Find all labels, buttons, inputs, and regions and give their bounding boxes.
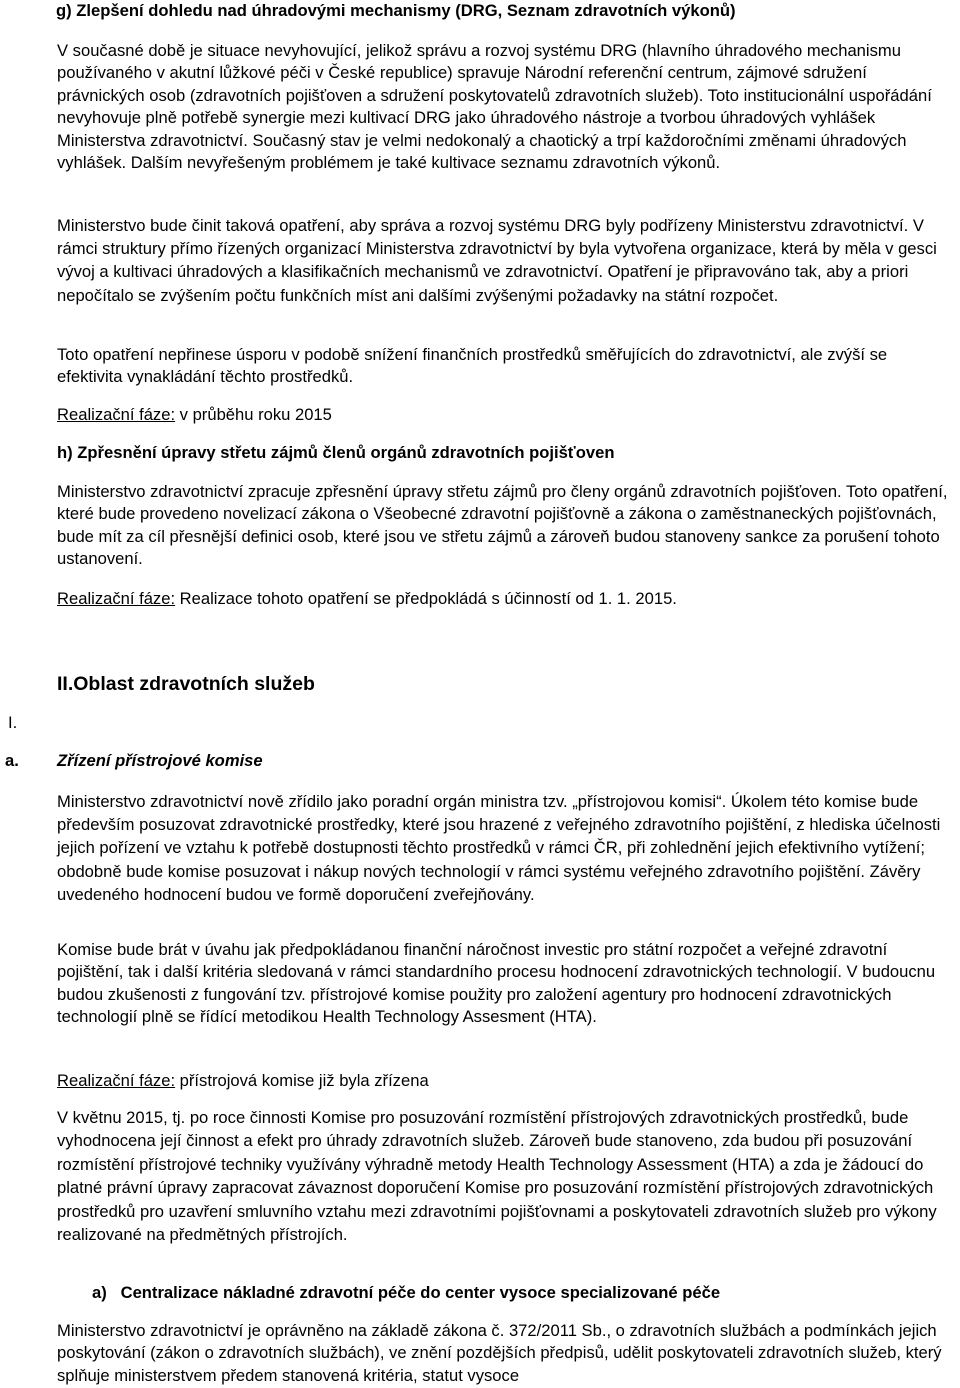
section-g-paragraph-1 [57,40,957,174]
commission-phase-label: Realizační fáze: [57,1071,176,1090]
section-g-paragraph-2a: Ministerstvo bude činit taková opatření, aby správa a rozvoj systému DRG byly podřízeny Ministerstvu zdravotnictví. [57,216,909,235]
subsection-heading: Zřízení přístrojové komise [57,751,263,770]
commission-paragraph-3: V květnu 2015, tj. po roce činnosti Komise pro posuzování rozmístění přístrojových zdravotnických prostředků, bude vyhodnocena její činnost a efekt pro úhrady zdravotních služeb. Zároveň bude stanoveno, zda budou při posuzování rozmístění přístrojové techniky využívány výhradně metody Health Technology Assessment (HTA) a zda je žádoucí do platné právní úpravy zapracovat závaznost doporučení Komise pro posuzování rozmístění přístrojových zdravotnických prostředků pro uzavření smluvního vztahu mezi zdravotními pojišťovnami a poskytovateli zdravotních služeb pro výkony realizované na předmětných přístrojích. [57,1108,937,1245]
section-h-heading: h) Zpřesnění úpravy střetu zájmů členů orgánů zdravotních pojišťoven [57,443,615,462]
section-g-paragraph-2b: V rámci struktury přímo řízených organizací Ministerstva zdravotnictví by byla vytvořena organizace, která by měla v gesci vývoj a kultivaci úhradových a klasifikačních mechanismů ve zdravotnictví. Opatření je připravováno tak, aby a priori nepočítalo se zvýšením počtu funkčních míst ani dalšími zvýšenými požadavky na státní rozpočet. [57,216,937,305]
section-h-phase-label: Realizační fáze: [57,589,176,608]
section-h-phase [57,588,957,610]
roman-numeral-marker: I. [8,713,18,732]
subsection-marker: a. [5,751,19,770]
section-g-heading: g) Zlepšení dohledu nad úhradovými mechanismy (DRG, Seznam zdravotních výkonů) [56,1,736,20]
centralization-heading: a) Centralizace nákladné zdravotní péče do center vysoce specializované péče [92,1283,721,1302]
section-g-phase-label: Realizační fáze: [57,405,176,424]
commission-phase-value: přístrojová komise již byla zřízena [175,1071,429,1090]
section-g-phase-value: v průběhu roku 2015 [175,405,332,424]
section-g-paragraph-1a: V současné době je situace nevyhovující, jelikož správu a rozvoj systému DRG (hlavního úhradového mechanismu používaného v akutní lůžkové péči v České republice) spravuje Národní referenční centrum, zájmové sdružení právnických osob (zdravotních pojišťoven a sdružení poskytovatelů zdravotních služeb). [57,41,901,105]
commission-phase [57,1070,957,1092]
commission-paragraph-2: Komise bude brát v úvahu jak předpokládanou finanční náročnost investic pro státní rozpočet a veřejné zdravotní pojištění, tak i další kritéria sledovaná v rámci standardního procesu hodnocení zdravotnických technologií. V budoucnu budou zkušenosti z fungování tzv. přístrojové komise použity pro založení agentury pro hodnocení zdravotnických technologií plně se řídící metodikou Health Technology Assesment (HTA). [57,940,936,1027]
section-g-paragraph-3: Toto opatření nepřinese úsporu v podobě snížení finančních prostředků směřujících do zdravotnictví, ale zvýší se efektivita vynakládání těchto prostředků. [57,345,888,387]
section-g-paragraph-2 [57,214,957,307]
commission-paragraph-1: Ministerstvo zdravotnictví nově zřídilo jako poradní orgán ministra tzv. „přístrojovou komisi“. Úkolem této komise bude především posuzovat zdravotnické prostředky, které jsou hrazené z veřejného zdravotního pojištění, z hlediska účelnosti jejich pořízení ve vztahu k potřebě dostupnosti těchto prostředků v rámci ČR, při zohlednění jejich efektivního vytížení; obdobně bude komise posuzovat i nákup nových technologií v rámci systému veřejného zdravotního pojištění. Závěry uvedeného hodnocení budou ve formě doporučení zveřejňovány. [57,792,941,904]
section-h-paragraph-1: Ministerstvo zdravotnictví zpracuje zpřesnění úpravy střetu zájmů pro členy orgánů zdravotních pojišťoven. Toto opatření, které bude provedeno novelizací zákona o Všeobecné zdravotní pojišťovně a zákona o zaměstnaneckých pojišťovnách, bude mít za cíl přesnější definici osob, které jsou ve střetu zájmů a zároveň budou stanoveny sankce za porušení tohoto ustanovení. [57,482,948,569]
section-g-phase [57,404,957,426]
centralization-paragraph: Ministerstvo zdravotnictví je oprávněno na základě zákona č. 372/2011 Sb., o zdravotních službách a podmínkách jejich poskytování (zákon o zdravotních službách), ve znění pozdějších předpisů, udělit poskytovateli zdravotních služeb, který splňuje ministerstvem předem stanovená kritéria, statut vysoce [57,1321,942,1385]
part-ii-title: II.Oblast zdravotních služeb [57,673,315,695]
section-h-phase-value: Realizace tohoto opatření se předpokládá s účinností od 1. 1. 2015. [175,589,677,608]
section-g-paragraph-1b: Toto institucionální uspořádání nevyhovuje plně potřebě synergie mezi kultivací DRG jako úhradového nástroje a tvorbou úhradových vyhlášek Ministerstva zdravotnictví. Současný stav je velmi nedokonalý a chaotický a trpí každoročními změnami úhradových vyhlášek. Dalším nevyřešeným problémem je také kultivace seznamu zdravotních výkonů. [57,85,932,173]
